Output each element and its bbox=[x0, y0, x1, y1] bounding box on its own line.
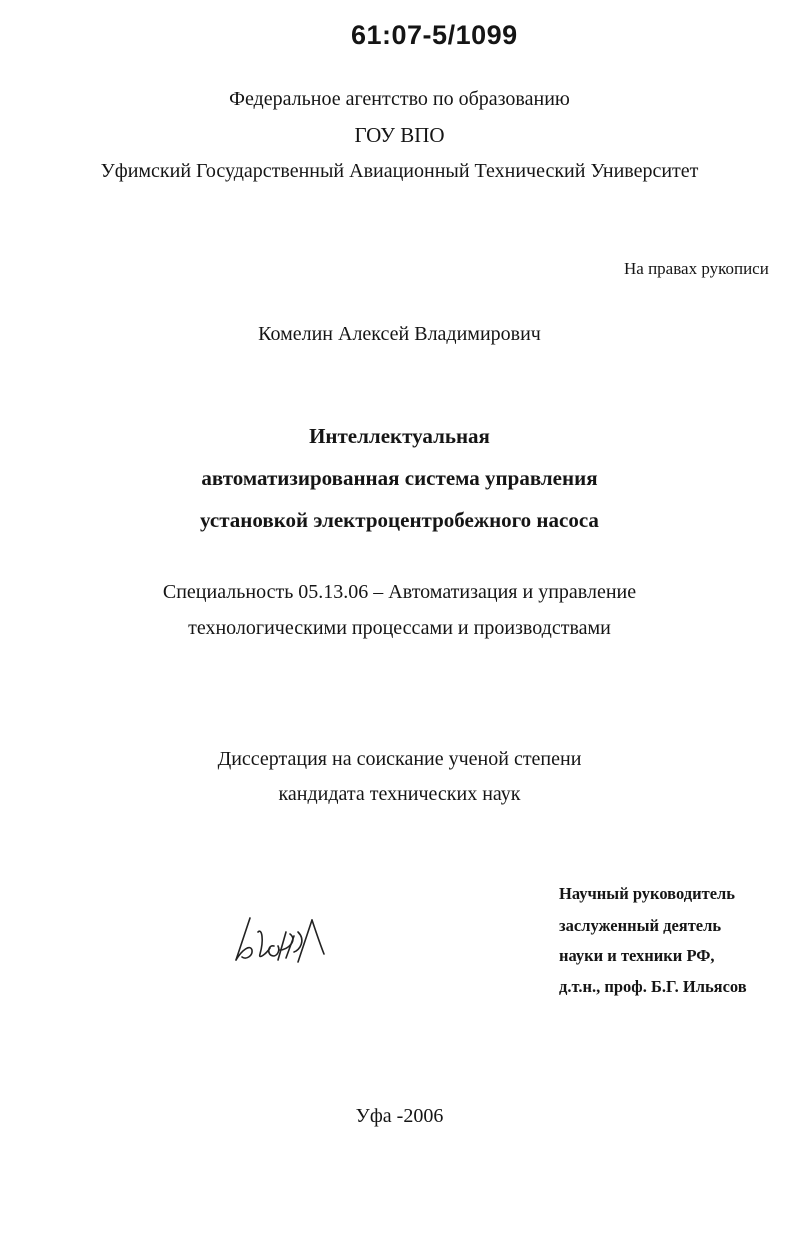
author-name: Комелин Алексей Владимирович bbox=[258, 323, 541, 345]
agency-name: Федеральное агентство по образованию bbox=[229, 88, 570, 110]
title-line: установкой электроцентробежного насоса bbox=[200, 508, 599, 532]
place-and-year: Уфа -2006 bbox=[355, 1105, 444, 1127]
title-line: Интеллектуальная bbox=[309, 424, 490, 448]
handwritten-signature bbox=[228, 910, 338, 970]
specialty-line: технологическими процессами и производствами bbox=[188, 617, 611, 639]
manuscript-note: На правах рукописи bbox=[624, 259, 769, 278]
degree-line: кандидата технических наук bbox=[278, 783, 521, 805]
degree-line: Диссертация на соискание ученой степени bbox=[217, 748, 582, 770]
university-name: Уфимский Государственный Авиационный Технический Университет bbox=[100, 160, 699, 182]
advisor-line: Научный руководитель bbox=[559, 884, 735, 903]
advisor-line: заслуженный деятель bbox=[559, 916, 722, 935]
title-line: автоматизированная система управления bbox=[201, 466, 598, 490]
archive-code: 61:07-5/1099 bbox=[351, 20, 518, 50]
advisor-line: д.т.н., проф. Б.Г. Ильясов bbox=[559, 977, 747, 996]
institution-type: ГОУ ВПО bbox=[354, 123, 445, 147]
specialty-line: Специальность 05.13.06 – Автоматизация и управление bbox=[162, 581, 637, 603]
advisor-line: науки и техники РФ, bbox=[559, 946, 715, 965]
